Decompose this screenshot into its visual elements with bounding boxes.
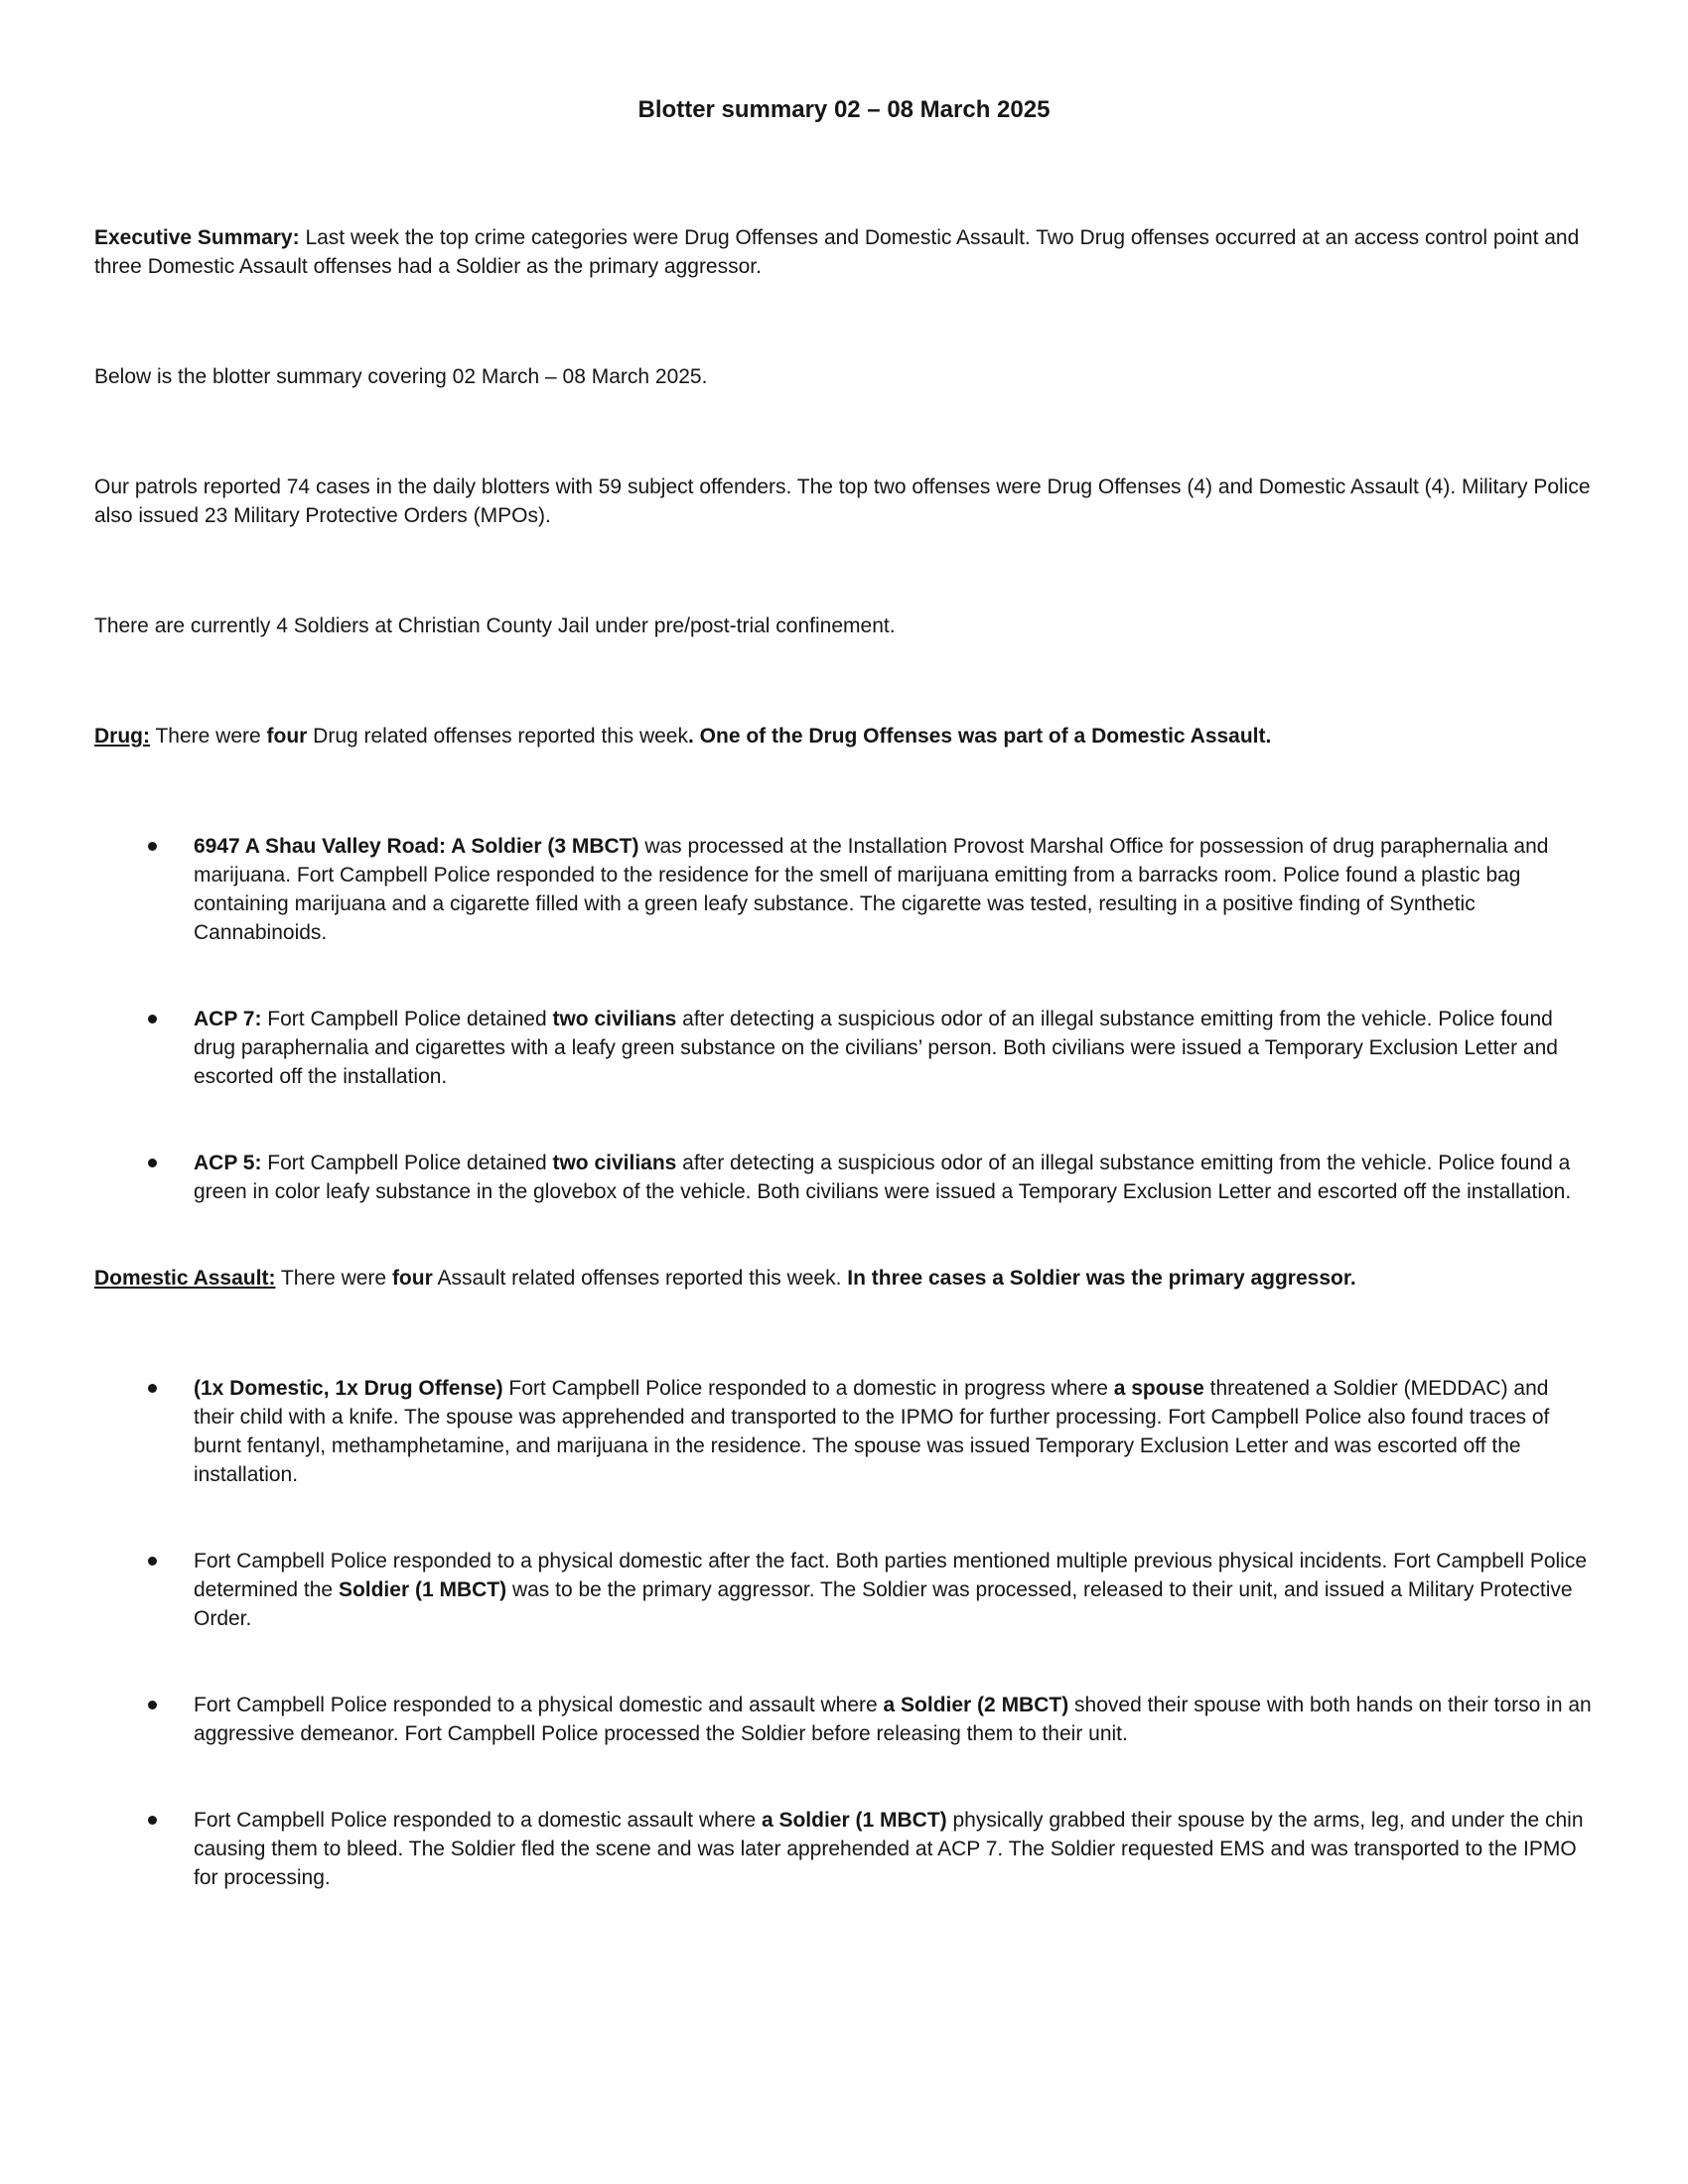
drug-intro-run-2: Drug related offenses reported this week: [307, 725, 688, 748]
paragraph-covering: [94, 362, 1594, 391]
drug-intro-bold-2: . One of the Drug Offenses was part of a Domestic Assault.: [688, 725, 1272, 748]
domestic-section-intro: [94, 1264, 1594, 1293]
bullet-bold-run: a Soldier (1 MBCT): [761, 1809, 947, 1832]
domestic-intro-bold-2: In three cases a Soldier was the primary aggressor.: [847, 1267, 1356, 1290]
list-item: [194, 1547, 1594, 1633]
bullet-text-run: threatened a Soldier (MEDDAC) and their child with a knife. The spouse was apprehended and transported to the IPMO for further processing. Fort Campbell Police also found traces of burnt fentanyl, methamphetamine, and marijuana in the residence. The spouse was issued Temporary Exclusion Letter and was escorted off the installation.: [194, 1377, 1550, 1486]
bullet-text-run: after detecting a suspicious odor of an illegal substance emitting from the vehicle. Police found a green in color leafy substance in the glovebox of the vehicle. Both civilians were issued a Temporary Exclusion Letter and escorted off the installation.: [194, 1152, 1572, 1203]
list-item: [194, 832, 1594, 947]
list-item: [194, 1149, 1594, 1206]
bullet-bold-run: 6947 A Shau Valley Road: A Soldier (3 MBCT): [194, 835, 639, 858]
list-item: [194, 1005, 1594, 1091]
covering-text: Below is the blotter summary covering 02 March – 08 March 2025.: [94, 365, 708, 388]
bullet-text-run: Fort Campbell Police detained: [261, 1008, 553, 1030]
drug-intro-bold-1: four: [266, 725, 308, 748]
bullet-bold-run: two civilians: [552, 1008, 677, 1030]
bullet-bold-run: two civilians: [552, 1152, 677, 1174]
paragraph-jail: [94, 612, 1594, 640]
bullet-text-run: Fort Campbell Police responded to a physical domestic and assault where: [194, 1694, 884, 1716]
executive-summary-label: Executive Summary:: [94, 226, 300, 249]
drug-section-intro: [94, 722, 1594, 751]
executive-summary-text: Last week the top crime categories were Drug Offenses and Domestic Assault. Two Drug offenses occurred at an access control point and three Domestic Assault offenses had a Soldier as the primary aggressor.: [94, 226, 1580, 278]
bullet-text-run: was processed at the Installation Provost Marshal Office for possession of drug paraphernalia and marijuana. Fort Campbell Police responded to the residence for the smell of marijuana emitting from a barracks room. Police found a plastic bag containing marijuana and a cigarette filled with a green leafy substance. The cigarette was tested, resulting in a positive finding of Synthetic Cannabinoids.: [194, 835, 1549, 944]
paragraph-executive-summary: [94, 223, 1594, 281]
patrols-text: Our patrols reported 74 cases in the daily blotters with 59 subject offenders. The top two offenses were Drug Offenses (4) and Domestic Assault (4). Military Police also issued 23 Military Protective Orders (MPOs).: [94, 476, 1591, 527]
page-title: Blotter summary 02 – 08 March 2025: [637, 96, 1051, 123]
bullet-text-run: Fort Campbell Police responded to a physical domestic after the fact. Both parties mentioned multiple previous physical incidents. Fort Campbell Police determined the: [194, 1550, 1588, 1601]
bullet-text-run: was to be the primary aggressor. The Soldier was processed, released to their unit, and issued a Military Protective Order.: [194, 1578, 1573, 1630]
bullet-bold-run: a spouse: [1113, 1377, 1204, 1400]
domestic-intro-bold-1: four: [391, 1267, 433, 1290]
list-item: [194, 1691, 1594, 1748]
domestic-assault-heading: Domestic Assault:: [94, 1267, 276, 1290]
domestic-intro-run-1: There were: [275, 1267, 392, 1290]
bullet-text-run: Fort Campbell Police responded to a domestic assault where: [194, 1809, 762, 1832]
bullet-bold-run: ACP 7:: [194, 1008, 262, 1030]
bullet-bold-run: a Soldier (2 MBCT): [883, 1694, 1069, 1716]
paragraph-patrols: [94, 473, 1594, 530]
list-item: [194, 1374, 1594, 1489]
bullet-text-run: Fort Campbell Police detained: [261, 1152, 553, 1174]
bullet-text-run: after detecting a suspicious odor of an illegal substance emitting from the vehicle. Police found drug paraphernalia and cigarettes with a leafy green substance on the civilians’ person. Both civilians were issued a Temporary Exclusion Letter and escorted off the installation.: [194, 1008, 1558, 1088]
drug-heading: Drug:: [94, 725, 150, 748]
bullet-bold-run: (1x Domestic, 1x Drug Offense): [194, 1377, 503, 1400]
list-item: [194, 1806, 1594, 1892]
bullet-text-run: Fort Campbell Police responded to a domestic in progress where: [502, 1377, 1114, 1400]
jail-text: There are currently 4 Soldiers at Christian County Jail under pre/post-trial confinement.: [94, 614, 896, 637]
bullet-bold-run: ACP 5:: [194, 1152, 262, 1174]
domestic-intro-run-2: Assault related offenses reported this week.: [432, 1267, 848, 1290]
drug-intro-run-1: There were: [150, 725, 267, 748]
bullet-text-run: physically grabbed their spouse by the arms, leg, and under the chin causing them to bleed. The Soldier fled the scene and was later apprehended at ACP 7. The Soldier requested EMS and was transported to the IPMO for processing.: [194, 1809, 1584, 1889]
bullet-bold-run: Soldier (1 MBCT): [338, 1578, 507, 1601]
drug-bullet-list: [94, 832, 1594, 1206]
bullet-text-run: shoved their spouse with both hands on their torso in an aggressive demeanor. Fort Campbell Police processed the Soldier before releasing them to their unit.: [194, 1694, 1592, 1745]
domestic-bullet-list: [94, 1374, 1594, 1892]
